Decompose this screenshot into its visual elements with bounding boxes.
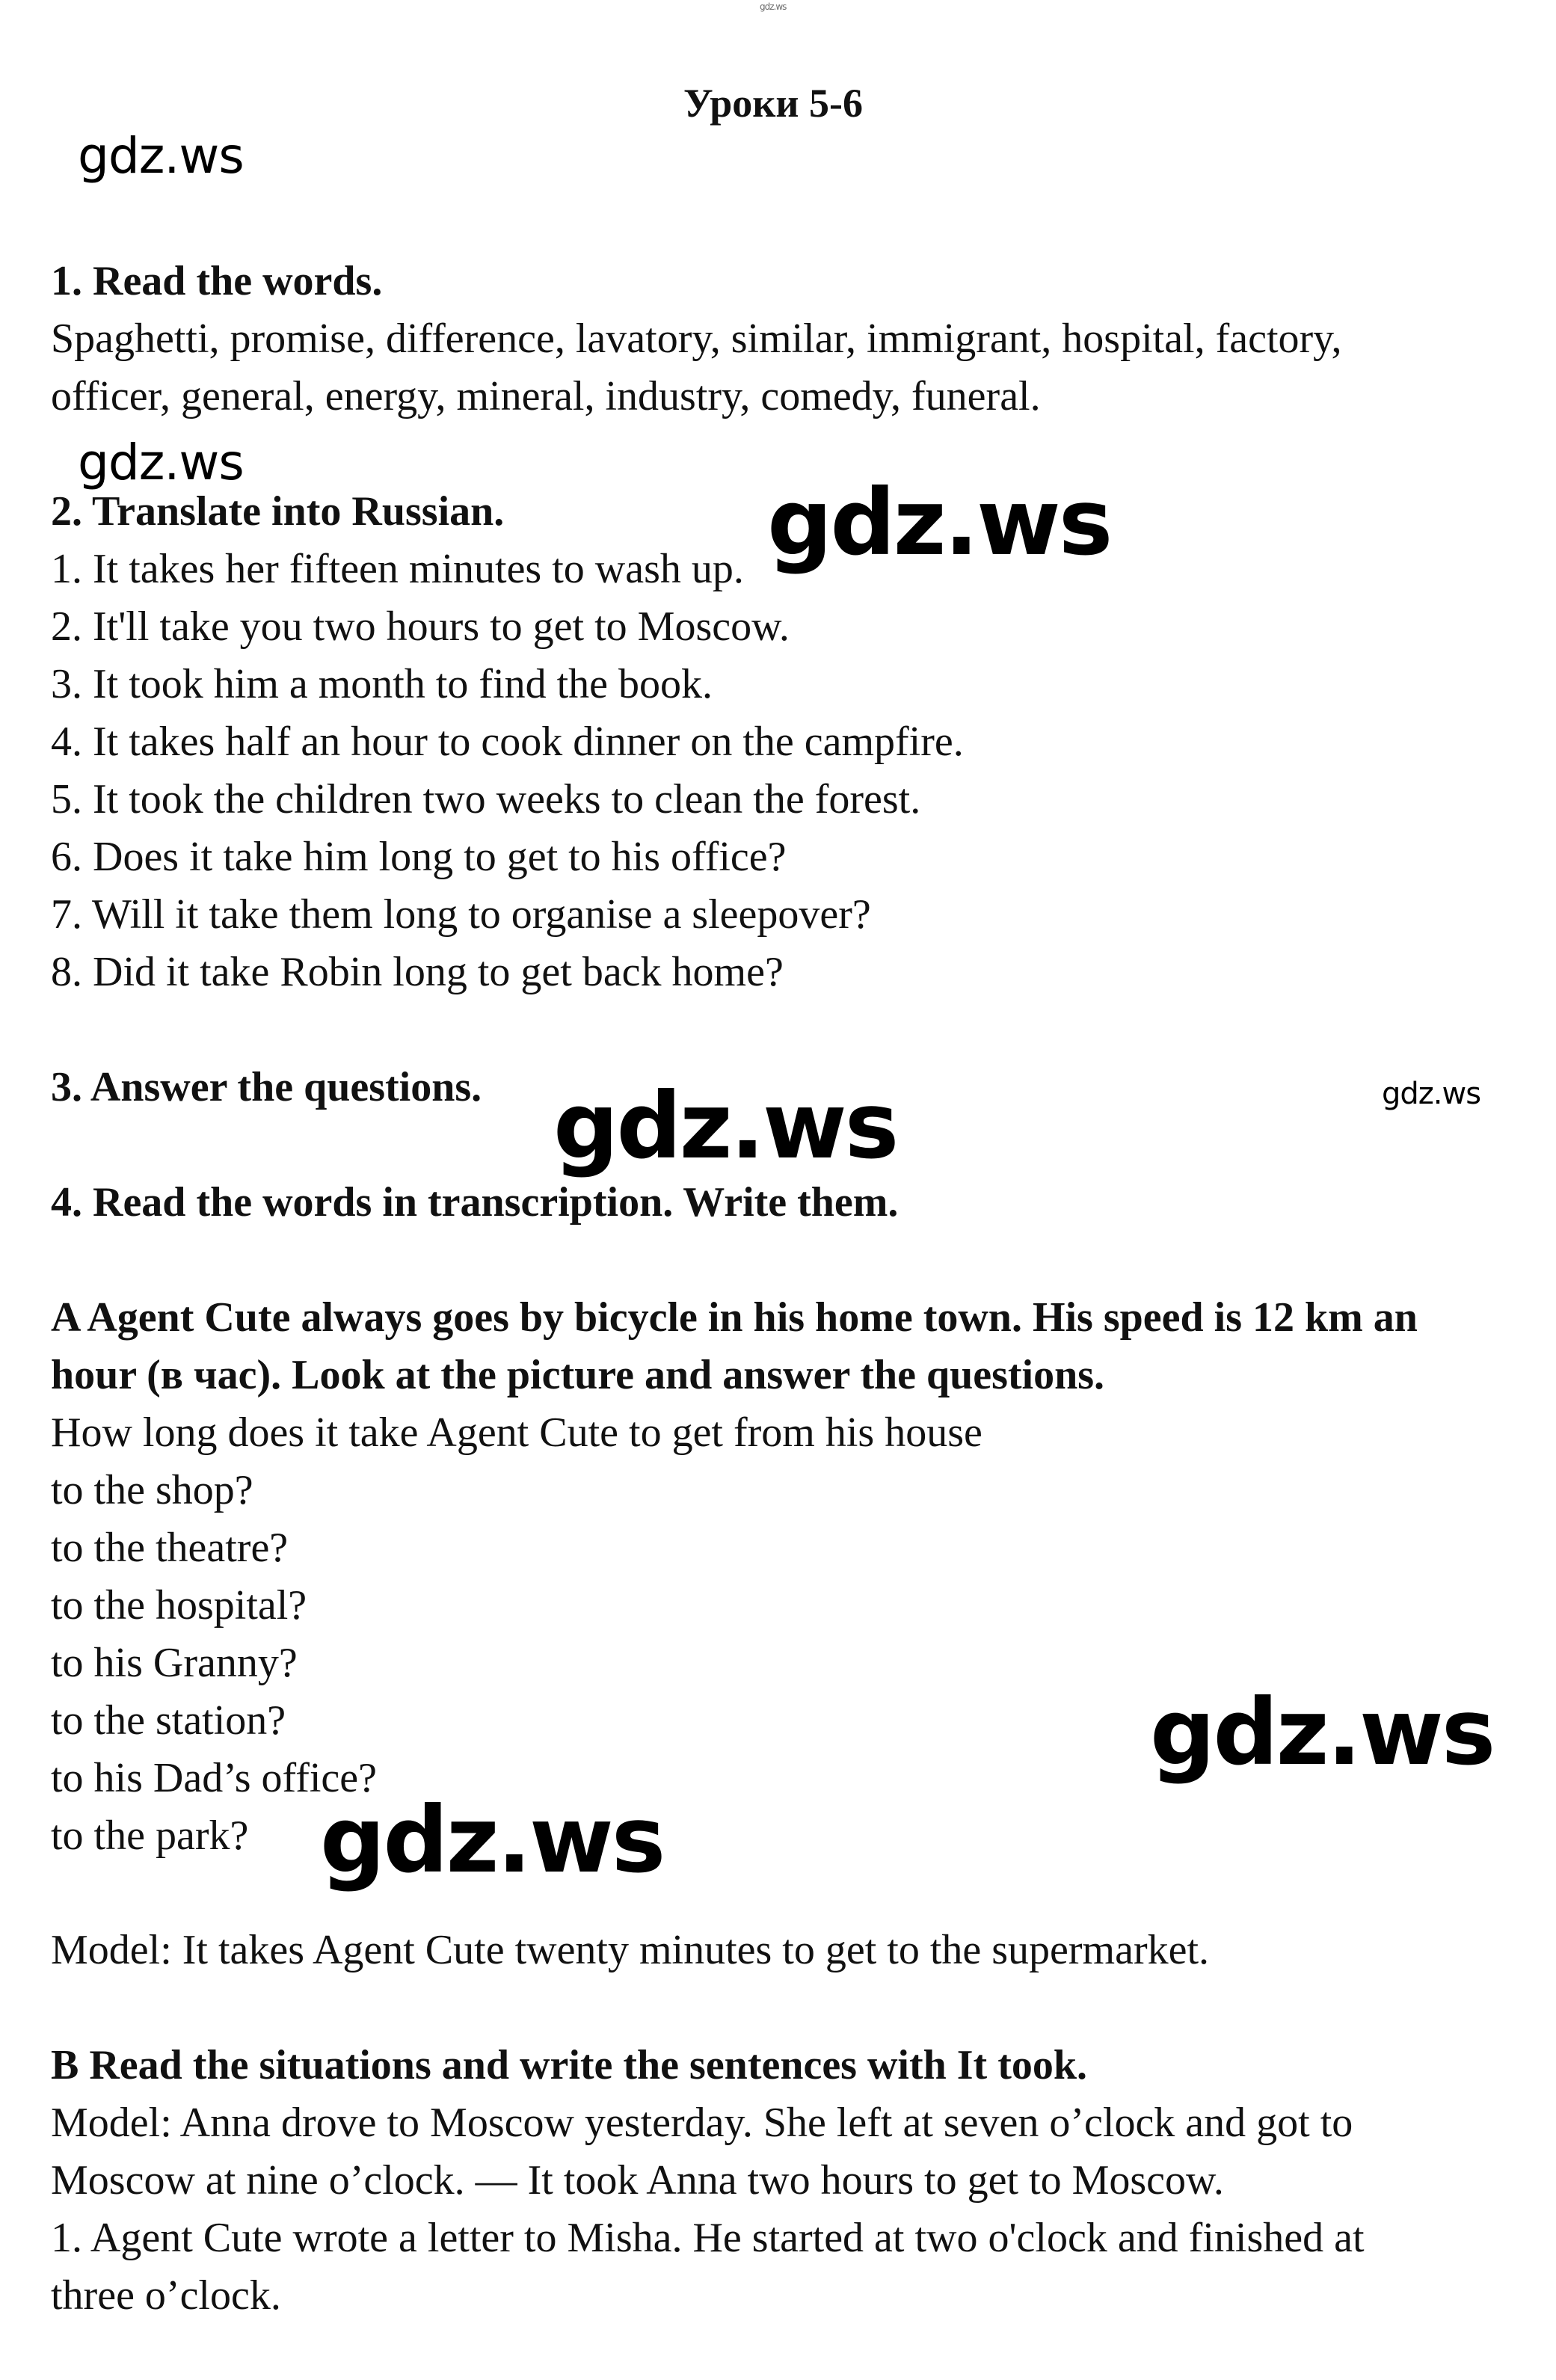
exercise-2-item: 4. It takes half an hour to cook dinner on the campfire. <box>51 719 964 765</box>
exercise-1-line: Spaghetti, promise, difference, lavatory, similar, immigrant, hospital, factory, <box>51 316 1342 362</box>
part-a-destination: to his Granny? <box>51 1640 298 1686</box>
exercise-4-heading: 4. Read the words in transcription. Write them. <box>51 1179 899 1226</box>
exercise-1-heading: 1. Read the words. <box>51 258 383 304</box>
exercise-2-item: 6. Does it take him long to get to his office? <box>51 834 787 880</box>
part-a-destination: to the shop? <box>51 1467 253 1513</box>
exercise-2-item: 8. Did it take Robin long to get back home? <box>51 949 784 995</box>
part-b-model: Moscow at nine o’clock. — It took Anna two hours to get to Moscow. <box>51 2157 1224 2204</box>
exercise-2-item: 1. It takes her fifteen minutes to wash up. <box>51 546 744 592</box>
part-a-destination: to the park? <box>51 1812 249 1859</box>
watermark: gdz.ws <box>320 1787 664 1893</box>
exercise-2-item: 5. It took the children two weeks to clean the forest. <box>51 776 921 822</box>
part-a-model: Model: It takes Agent Cute twenty minutes to get to the supermarket. <box>51 1927 1210 1973</box>
part-b-item: 1. Agent Cute wrote a letter to Misha. He started at two o'clock and finished at <box>51 2215 1365 2261</box>
watermark: gdz.ws <box>78 127 244 185</box>
exercise-2-item: 7. Will it take them long to organise a sleepover? <box>51 891 871 938</box>
watermark: gdz.ws <box>78 434 244 491</box>
part-a-heading: hour (в час). Look at the picture and answer the questions. <box>51 1352 1105 1398</box>
watermark-top: gdz.ws <box>760 1 787 12</box>
exercise-2-item: 3. It took him a month to find the book. <box>51 661 713 707</box>
exercise-2-heading: 2. Translate into Russian. <box>51 488 505 535</box>
exercise-1-line: officer, general, energy, mineral, industry, comedy, funeral. <box>51 373 1041 419</box>
watermark: gdz.ws <box>553 1073 897 1179</box>
part-a-destination: to the theatre? <box>51 1525 289 1571</box>
part-a-destination: to his Dad’s office? <box>51 1755 377 1801</box>
part-a-question: How long does it take Agent Cute to get from his house <box>51 1409 983 1456</box>
part-a-destination: to the hospital? <box>51 1582 307 1629</box>
exercise-3-heading: 3. Answer the questions. <box>51 1064 482 1110</box>
exercise-2-item: 2. It'll take you two hours to get to Moscow. <box>51 603 790 650</box>
part-b-item: three o’clock. <box>51 2272 281 2319</box>
part-b-heading: B Read the situations and write the sentences with It took. <box>51 2042 1087 2088</box>
page-title: Уроки 5-6 <box>683 81 863 126</box>
watermark: gdz.ws <box>1382 1077 1481 1111</box>
part-a-heading: A Agent Cute always goes by bicycle in his home town. His speed is 12 km an <box>51 1294 1418 1341</box>
part-a-destination: to the station? <box>51 1697 286 1744</box>
watermark: gdz.ws <box>1150 1679 1494 1786</box>
watermark: gdz.ws <box>767 470 1111 576</box>
part-b-model: Model: Anna drove to Moscow yesterday. She left at seven o’clock and got to <box>51 2100 1353 2146</box>
